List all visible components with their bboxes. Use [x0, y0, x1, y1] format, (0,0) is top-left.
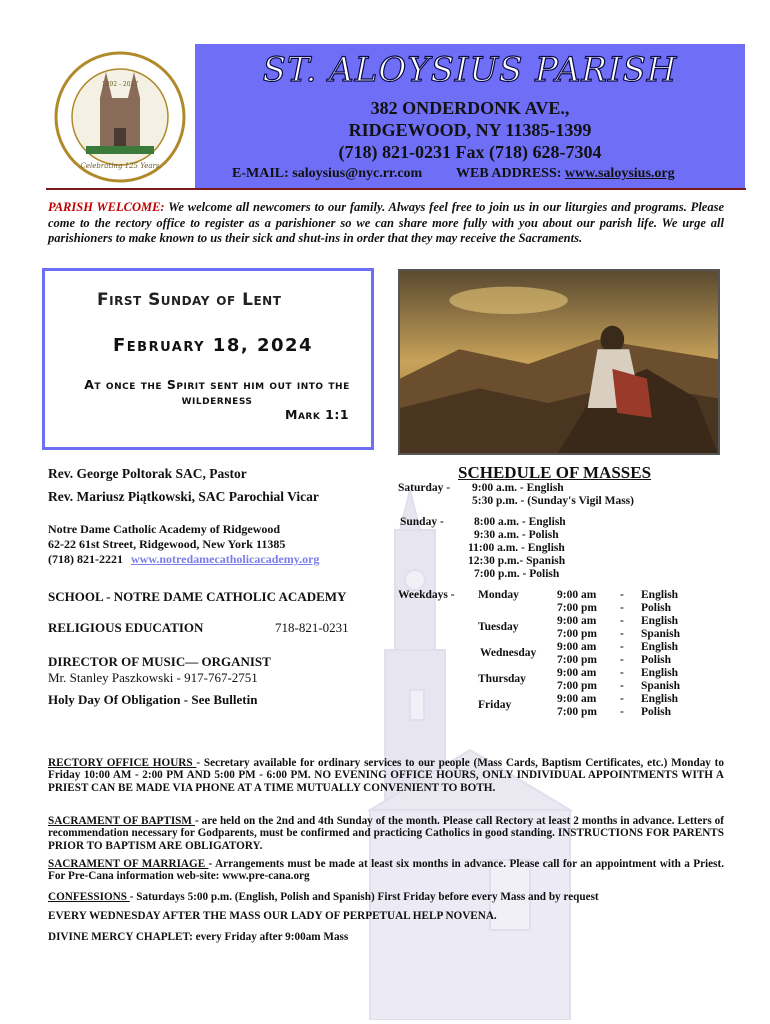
weekday-dash: -	[620, 628, 624, 640]
weekday-language: Spanish	[641, 628, 681, 640]
sunday-mass-5: 7:00 p.m. - Polish	[474, 568, 560, 580]
confessions-label: CONFESSIONS	[48, 891, 130, 903]
weekday-time: 7:00 pm	[557, 706, 597, 718]
parish-seal-logo	[50, 50, 190, 184]
rectory-text: - Secretary available for ordinary services to our people (Mass Cards, Baptism Certificates, etc.) Monday to Friday 10:00 AM - 2:00 PM AND 5:00 PM - 6:00 PM. NO EVENING OFFICE HOURS, ONLY INDIVIDUAL APPOINTMENTS WITH A PRIEST CAN BE MADE VIA PHONE AT A TIME MUTUALLY CONVENIENT TO BOTH.	[48, 757, 724, 794]
school-phone: (718) 821-2221	[48, 552, 123, 566]
weekday-dash: -	[620, 680, 624, 692]
chaplet-notice: DIVINE MERCY CHAPLET: every Friday after 9:00am Mass	[48, 931, 349, 943]
web-label: WEB ADDRESS:	[456, 166, 565, 181]
weekday-day: Friday	[478, 699, 512, 711]
svg-text:1892 - 2017: 1892 - 2017	[101, 81, 139, 88]
weekday-time: 9:00 am	[557, 667, 597, 679]
lent-quote: At once the Spirit sent him out into the wilderness	[84, 377, 350, 407]
confessions-notice	[48, 891, 724, 903]
weekday-dash: -	[620, 693, 624, 705]
marriage-label: SACRAMENT OF MARRIAGE	[48, 858, 209, 870]
saturday-mass-1: 9:00 a.m. - English	[472, 482, 564, 494]
weekday-language: Polish	[641, 706, 672, 718]
sunday-mass-2: 9:30 a.m. - Polish	[474, 529, 559, 541]
holy-day-note: Holy Day Of Obligation - See Bulletin	[48, 692, 258, 707]
rectory-office-hours	[48, 757, 724, 794]
weekday-dash: -	[620, 706, 624, 718]
weekday-time: 9:00 am	[557, 615, 597, 627]
weekday-language: English	[641, 615, 679, 627]
weekday-time: 7:00 pm	[557, 654, 597, 666]
music-director-name: Mr. Stanley Paszkowski - 917-767-2751	[48, 670, 258, 685]
weekday-time: 7:00 pm	[557, 628, 597, 640]
phone-fax: (718) 821-0231 Fax (718) 628-7304	[338, 142, 602, 162]
saturday-mass-2: 5:30 p.m. - (Sunday's Vigil Mass)	[472, 495, 634, 507]
confessions-text: - Saturdays 5:00 p.m. (English, Polish and Spanish) First Friday before every Mass and by request	[129, 891, 599, 903]
weekdays-label: Weekdays -	[398, 589, 455, 601]
school-website-link[interactable]: www.notredamecatholicacademy.org	[131, 552, 320, 566]
weekday-time: 7:00 pm	[557, 680, 597, 692]
weekday-language: English	[641, 641, 679, 653]
marriage-text: - Arrangements must be made at least six months in advance. Please call for an appointment with a Priest. For Pre-Cana information web-site: www.pre-cana.org	[48, 858, 724, 883]
sunday-label: Sunday -	[400, 516, 444, 528]
weekday-time: 9:00 am	[557, 589, 597, 601]
school-name: Notre Dame Catholic Academy of Ridgewood	[48, 522, 281, 536]
sunday-mass-4: 12:30 p.m.- Spanish	[468, 555, 566, 567]
weekday-day: Monday	[478, 589, 519, 601]
address-line-1: 382 ONDERDONK AVE.,	[370, 98, 570, 118]
weekday-language: Polish	[641, 654, 672, 666]
sunday-mass-1: 8:00 a.m. - English	[474, 516, 566, 528]
baptism-notice	[48, 815, 724, 852]
parish-welcome	[48, 200, 724, 247]
rectory-label: RECTORY OFFICE HOURS	[48, 757, 197, 769]
jesus-in-wilderness-painting	[398, 269, 720, 455]
weekday-day: Wednesday	[480, 647, 537, 659]
school-contact	[48, 552, 319, 566]
marriage-notice	[48, 858, 724, 883]
saturday-label: Saturday -	[398, 482, 451, 494]
school-address: 62-22 61st Street, Ridgewood, New York 11385	[48, 537, 286, 551]
weekday-dash: -	[620, 654, 624, 666]
school-department: SCHOOL - NOTRE DAME CATHOLIC ACADEMY	[48, 589, 347, 604]
schedule-title: SCHEDULE OF MASSES	[458, 463, 652, 482]
lent-date: February 18, 2024	[113, 335, 314, 356]
weekday-language: English	[641, 667, 679, 679]
parochial-vicar: Rev. Mariusz Piątkowski, SAC Parochial Vicar	[48, 489, 319, 504]
lent-reference: Mark 1:1	[285, 407, 350, 422]
weekday-time: 9:00 am	[557, 641, 597, 653]
weekday-dash: -	[620, 615, 624, 627]
weekday-dash: -	[620, 589, 624, 601]
welcome-lead: PARISH WELCOME:	[48, 200, 165, 214]
weekday-dash: -	[620, 641, 624, 653]
weekday-language: English	[641, 693, 679, 705]
email-address[interactable]: E-MAIL: saloysius@nyc.rr.com	[232, 166, 423, 181]
weekday-language: Polish	[641, 602, 672, 614]
religious-education-phone: 718-821-0231	[275, 620, 349, 635]
svg-text:Celebrating 125 Years: Celebrating 125 Years	[80, 162, 160, 170]
address-line-2: RIDGEWOOD, NY 11385-1399	[348, 120, 592, 140]
weekday-time: 7:00 pm	[557, 602, 597, 614]
pastor: Rev. George Poltorak SAC, Pastor	[48, 466, 247, 481]
welcome-text: We welcome all newcomers to our family. Always feel free to join us in our liturgies and programs. Please come to the rectory office to register as a parishioner so we can share more fully with you about our parish life. We urge all parishioners to make known to us their sick and shut-ins in order that they may receive the Sacraments.	[48, 200, 725, 245]
weekday-day: Tuesday	[478, 621, 519, 633]
sunday-mass-3: 11:00 a.m. - English	[468, 542, 565, 554]
web-address	[456, 166, 675, 182]
religious-education: RELIGIOUS EDUCATION	[48, 620, 204, 635]
web-link[interactable]: www.saloysius.org	[564, 166, 675, 181]
baptism-text: - are held on the 2nd and 4th Sunday of the month. Please call Rectory at least 2 months in advance. Letters of recommendation necessary for Godparents, must be confirmed and practicing Catholics in good standing. INSTRUCTIONS FOR PARENTS PRIOR TO BAPTISM ARE OBLIGATORY.	[48, 815, 724, 852]
weekday-language: Spanish	[641, 680, 681, 692]
music-director-title: DIRECTOR OF MUSIC— ORGANIST	[48, 654, 271, 669]
lent-title: First Sunday of Lent	[97, 290, 282, 310]
baptism-label: SACRAMENT OF BAPTISM	[48, 815, 195, 827]
weekday-language: English	[641, 589, 679, 601]
weekday-time: 9:00 am	[557, 693, 597, 705]
parish-title: ST. ALOYSIUS PARISH	[262, 50, 678, 90]
weekday-day: Thursday	[478, 673, 526, 685]
weekday-dash: -	[620, 667, 624, 679]
weekday-dash: -	[620, 602, 624, 614]
novena-notice: EVERY WEDNESDAY AFTER THE MASS OUR LADY OF PERPETUAL HELP NOVENA.	[48, 910, 497, 922]
